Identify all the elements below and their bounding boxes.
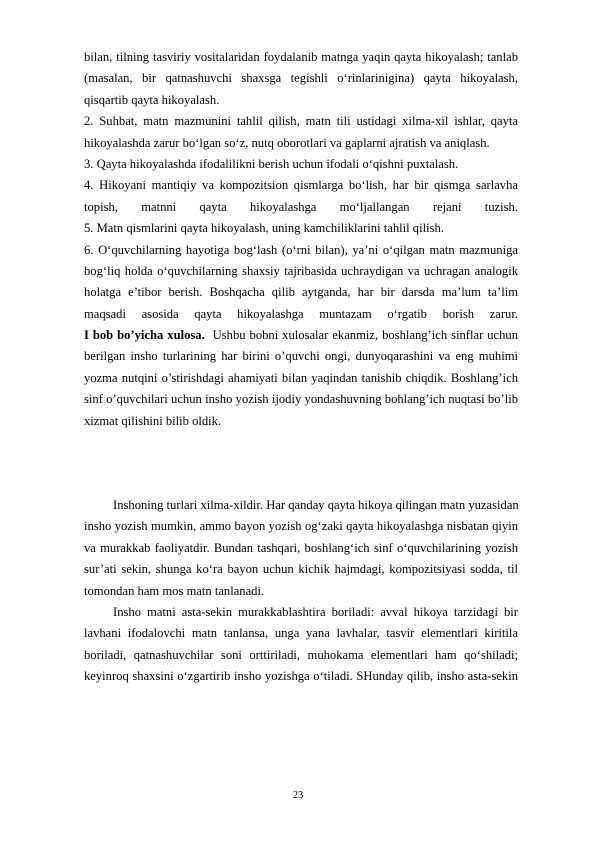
paragraph-first-line: Inshoning turlari xilma-xildir. Har qanday qayta hikoya qilingan matn yuzasidan bbox=[113, 498, 519, 513]
page-number: 23 bbox=[292, 790, 304, 801]
list-item-3: 3. Qayta hikoyalashda ifodalilikni berish uchun ifodali o‘qishni puxtalash. bbox=[84, 156, 459, 171]
text-line: qisqartib qayta hikoyalash. bbox=[84, 92, 220, 107]
text-line: sur’ati sekin, shunga ko‘ra bayon uchun kichik hajmdagi, kompozitsiyasi sodda, til bbox=[84, 562, 518, 577]
page-body bbox=[84, 47, 518, 688]
text-line: maqsadi asosida qayta hikoyalashga muntazam o‘rgatib borish zarur. bbox=[84, 306, 518, 321]
list-item-5: 5. Matn qismlarini qayta hikoyalash, uning kamchiliklarini tahlil qilish. bbox=[84, 221, 444, 236]
conclusion-first-line bbox=[84, 325, 518, 346]
conclusion-line: xizmat qilishini bilib oldik. bbox=[84, 413, 222, 428]
text-line: holatga e’tibor berish. Boshqacha qilib aytganda, har bir darsda ma’lum ta’lim bbox=[84, 285, 518, 300]
paragraph-first-line: Insho matni asta-sekin murakkablashtira boriladi: avval hikoya tarzidagi bir bbox=[113, 604, 518, 619]
list-item-4: 4. Hikoyani mantiqiy va kompozitsion qismlarga bo‘lish, har bir qismga sarlavha bbox=[84, 178, 518, 193]
text-line: insho yozish mumkin, ammo bayon yozish og‘zaki qayta hikoyalashga nisbatan qiyin bbox=[84, 519, 518, 534]
text-line: keyinroq shaxsini o‘zgartirib insho yozishga o‘tiladi. SHunday qilib, insho asta-sekin bbox=[84, 669, 518, 684]
text-line: topish, matnni qayta hikoyalashga mo‘ljallangan rejani tuzish. bbox=[84, 199, 518, 214]
list-item-2: 2. Suhbat, matn mazmunini tahlil qilish, matn tili ustidagi xilma-xil ishlar, qayta bbox=[84, 114, 518, 129]
conclusion-heading: I bob bo’yicha xulosa. bbox=[84, 328, 205, 343]
text-line: bog‘liq holda o‘quvchilarning shaxsiy tajribasida uchraydigan va uchragan analogik bbox=[84, 263, 518, 278]
conclusion-line: yozma nutqini o’stirishdagi ahamiyati bilan yaqindan tanishib chiqdik. Boshlang’ich bbox=[84, 370, 518, 385]
text-line: va murakkab faoliyatdir. Bundan tashqari, boshlang‘ich sinf o‘quvchilarining yozish bbox=[84, 540, 518, 555]
conclusion-text: Ushbu bobni xulosalar ekanmiz, boshlang’ich sinflar uchun bbox=[212, 328, 519, 343]
text-line: bilan, tilning tasviriy vositalaridan foydalanib matnga yaqin qayta hikoyalash; tanlab bbox=[84, 50, 518, 64]
text-line: tomondan ham mos matn tanlanadi. bbox=[84, 583, 265, 598]
conclusion-line: sinf o’quvchilari uchun insho yozish ijodiy yondashuvning bohlang’ich nuqtasi bo’lib bbox=[84, 392, 518, 407]
text-line: lavhani ifodalovchi matn tanlansa, unga yana lavhalar, tasvir elementlari kiritila bbox=[84, 626, 518, 641]
text-line: (masalan, bir qatnashuvchi shaxsga tegishli o‘rinlarinigina) qayta hikoyalash, bbox=[84, 71, 518, 86]
conclusion-line: berilgan insho turlarining har birini o’quvchi ongi, dunyoqarashini va eng muhimi bbox=[84, 349, 518, 364]
text-line: hikoyalashda zarur bo‘lgan so‘z, nutq oborotlari va gaplarni ajratish va aniqlash. bbox=[84, 135, 490, 150]
list-item-6: 6. O‘quvchilarning hayotiga bog‘lash (o‘rni bilan), ya’ni o‘qilgan matn mazmuniga bbox=[84, 242, 518, 257]
text-line: boriladi, qatnashuvchilar soni orttiriladi, muhokama elementlari ham qo‘shiladi; bbox=[84, 647, 518, 662]
spacer bbox=[84, 432, 518, 495]
